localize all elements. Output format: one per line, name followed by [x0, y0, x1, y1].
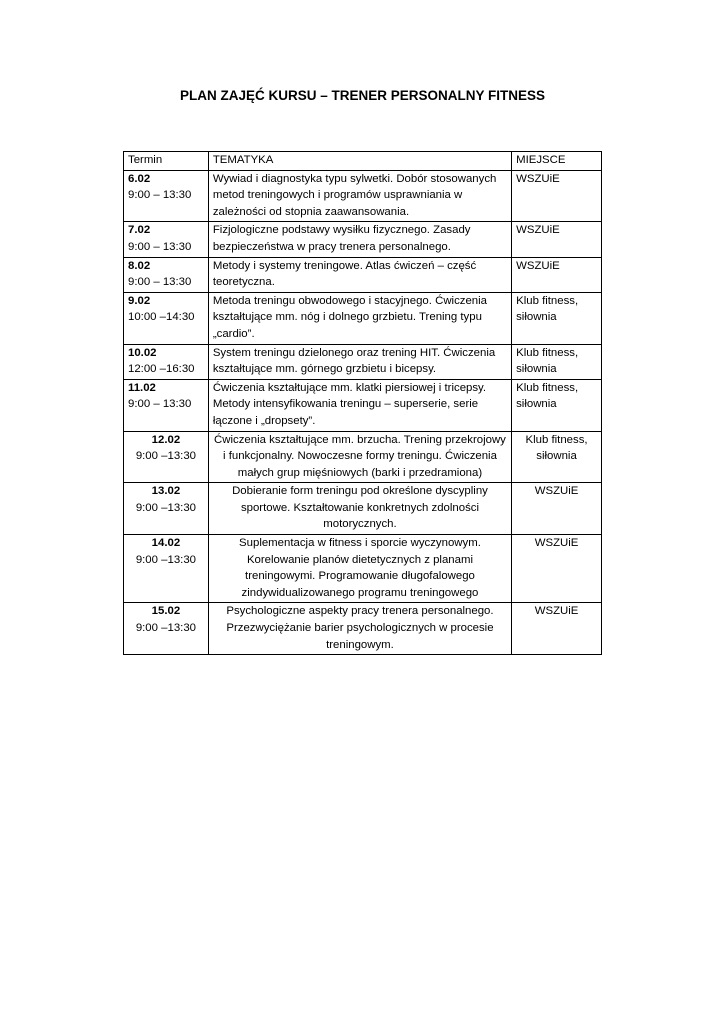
session-time: 9:00 – 13:30 [128, 189, 192, 202]
topic-cell: System treningu dzielonego oraz trening HIT. Ćwiczenia kształtujące mm. górnego grzbietu i bicepsy. [208, 344, 511, 379]
place-cell: Klub fitness, siłownia [512, 379, 602, 431]
place-cell: Klub fitness, siłownia [512, 292, 602, 344]
topic-cell: Metody i systemy treningowe. Atlas ćwiczeń – część teoretyczna. [208, 257, 511, 292]
term-cell [124, 483, 209, 535]
term-cell [124, 292, 209, 344]
term-cell [124, 222, 209, 257]
page-title: PLAN ZAJĘĆ KURSU – TRENER PERSONALNY FITNESS [179, 88, 546, 103]
session-time: 9:00 – 13:30 [128, 240, 192, 253]
session-date: 14.02 [151, 537, 181, 550]
table-row [124, 170, 602, 222]
topic-cell: Fizjologiczne podstawy wysiłku fizycznego. Zasady bezpieczeństwa w pracy trenera personalnego. [208, 222, 511, 257]
table-row [124, 257, 602, 292]
term-cell [124, 379, 209, 431]
place-cell: WSZUiE [512, 170, 602, 222]
session-time: 12:00 –16:30 [128, 363, 195, 376]
place-cell: WSZUiE [512, 535, 602, 603]
place-cell: Klub fitness, siłownia [512, 344, 602, 379]
table-row [124, 603, 602, 655]
term-cell [124, 603, 209, 655]
place-cell: WSZUiE [512, 603, 602, 655]
header-topic: TEMATYKA [208, 152, 511, 171]
topic-cell: Ćwiczenia kształtujące mm. klatki piersiowej i tricepsy. Metody intensyfikowania treningu – superserie, serie łączone i „dropsety”. [208, 379, 511, 431]
session-time: 9:00 – 13:30 [128, 398, 192, 411]
table-row [124, 535, 602, 603]
term-cell [124, 257, 209, 292]
table-row [124, 483, 602, 535]
place-cell: WSZUiE [512, 483, 602, 535]
topic-cell: Metoda treningu obwodowego i stacyjnego. Ćwiczenia kształtujące mm. nóg i dolnego grzbietu. Trening typu „cardio”. [208, 292, 511, 344]
topic-cell: Ćwiczenia kształtujące mm. brzucha. Trening przekrojowy i funkcjonalny. Nowoczesne formy treningu. Ćwiczenia małych grup mięśniowych (barki i przedramiona) [208, 431, 511, 483]
table-row [124, 431, 602, 483]
table-header-row [124, 152, 602, 171]
topic-cell: Suplementacja w fitness i sporcie wyczynowym. Korelowanie planów dietetycznych z planami treningowymi. Programowanie długofalowego zindywidualizowanego programu treningowego [208, 535, 511, 603]
place-cell: WSZUiE [512, 257, 602, 292]
table-row [124, 344, 602, 379]
session-date: 8.02 [128, 259, 151, 272]
term-cell [124, 344, 209, 379]
session-date: 11.02 [128, 381, 156, 394]
place-cell: WSZUiE [512, 222, 602, 257]
session-date: 10.02 [128, 346, 157, 359]
session-time: 9:00 –13:30 [135, 622, 196, 635]
session-time: 9:00 –13:30 [135, 450, 196, 463]
term-cell [124, 535, 209, 603]
session-date: 9.02 [128, 294, 151, 307]
session-time: 9:00 –13:30 [135, 501, 196, 514]
session-date: 12.02 [151, 433, 181, 446]
header-term: Termin [124, 152, 209, 171]
session-date: 13.02 [151, 485, 181, 498]
place-cell: Klub fitness, siłownia [512, 431, 602, 483]
session-date: 15.02 [151, 605, 181, 618]
topic-cell: Wywiad i diagnostyka typu sylwetki. Dobór stosowanych metod treningowych i programów usprawniania w zależności od stopnia zaawansowania. [208, 170, 511, 222]
schedule-table [123, 151, 602, 655]
term-cell [124, 170, 209, 222]
table-row [124, 379, 602, 431]
topic-cell: Psychologiczne aspekty pracy trenera personalnego. Przezwyciężanie barier psychologicznych w procesie treningowym. [208, 603, 511, 655]
table-row [124, 222, 602, 257]
topic-cell: Dobieranie form treningu pod określone dyscypliny sportowe. Kształtowanie konkretnych zdolności motorycznych. [208, 483, 511, 535]
table-row [124, 292, 602, 344]
session-time: 9:00 – 13:30 [128, 276, 192, 289]
session-time: 10:00 –14:30 [128, 311, 195, 324]
header-place: MIEJSCE [512, 152, 602, 171]
term-cell [124, 431, 209, 483]
session-time: 9:00 –13:30 [135, 553, 196, 566]
session-date: 6.02 [128, 172, 151, 185]
session-date: 7.02 [128, 224, 151, 237]
